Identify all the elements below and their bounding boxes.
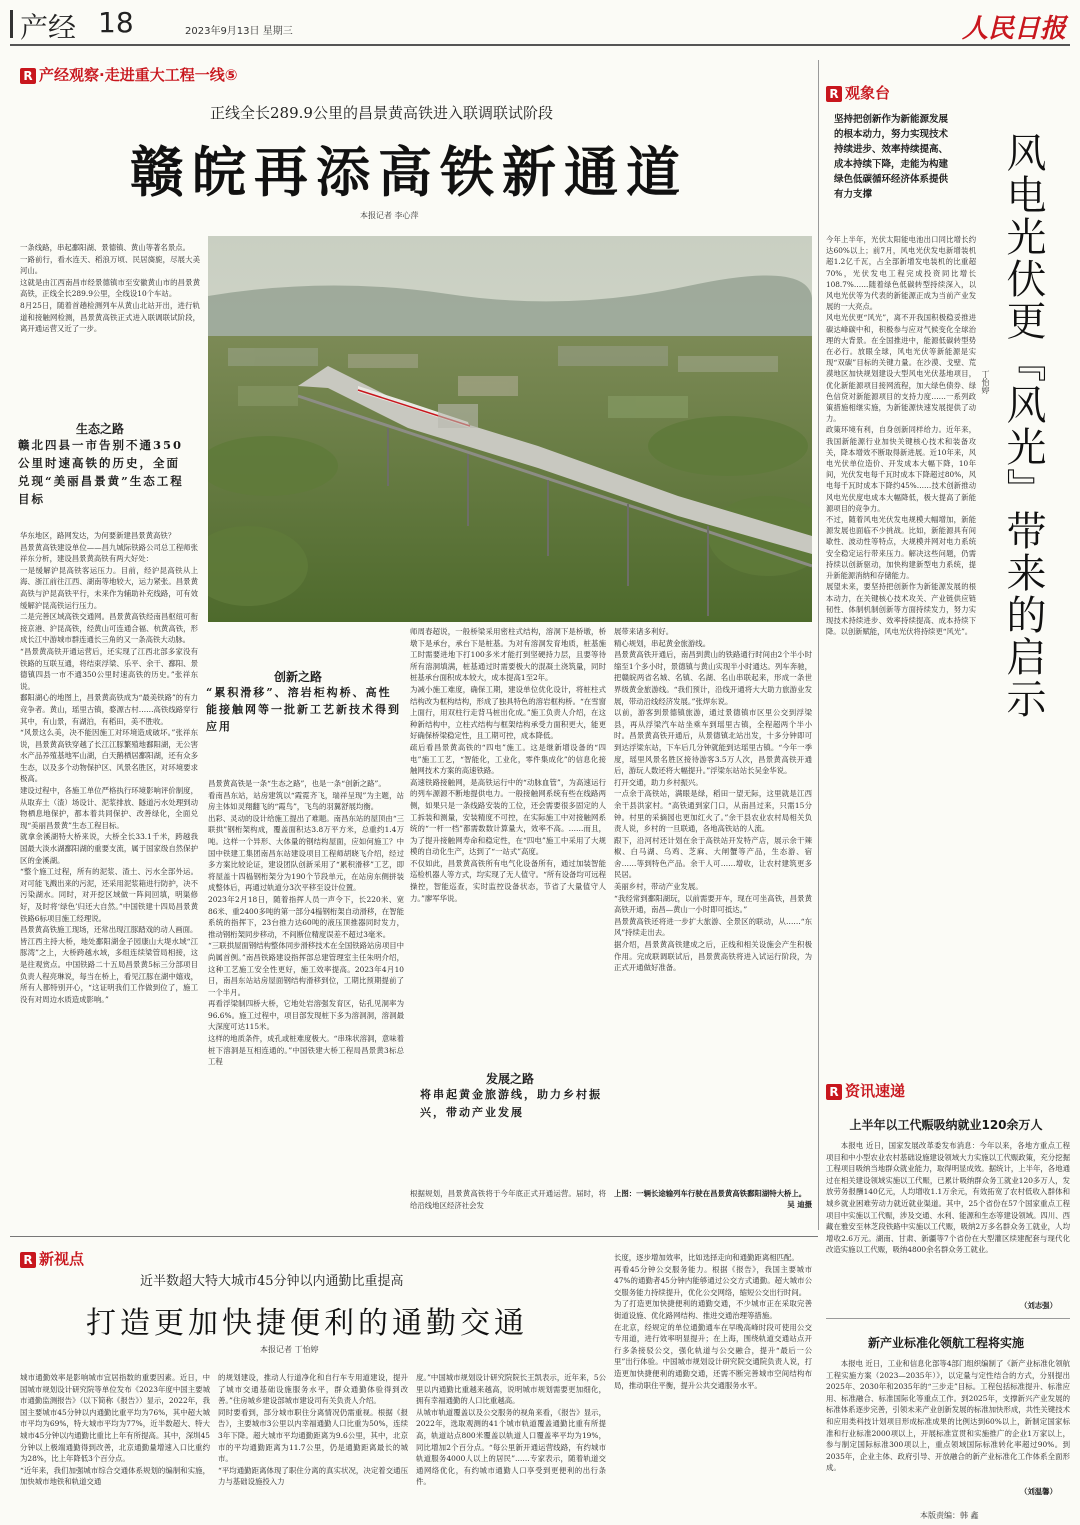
right-summary: 坚持把创新作为新能源发展的根本动力，努力实现技术持续进步、效率持续提高、成本持续下降，走能为构建绿色低碳循环经济体系提供有力支撑 <box>834 114 949 200</box>
main-byline: 本报记者 李心萍 <box>360 211 419 220</box>
main-col2: 昌景黄高铁是一条“生态之路”，也是一条“创新之路”。 看南昌东站，站房建筑以“霞霓齐飞，瑞祥呈现”为主题，站房主体如灵翔翻飞的“霞鸟”，飞鸟的羽翼舒展均衡。 出彩、灵动的设计给施工提出了难题。南昌东站的屋顶由“三联拱”钢桁架构成，覆盖面积达3.8万平方米，总重约1.4万吨。这样一个异形、大体量的钢结构屋面，应如何施工？中国中铁建工集团南昌东站建设项目工程师胡晓飞介绍，经过多方案比较论证，建设团队创新采用了“累积滑移”工艺，即将屋盖十四榀钢桁架分为190个节段单元，在站房东侧拼装成整体后，再通过轨道分3次平移至设计位置。 2023年2月18日，随着指挥人员一声令下，长220米、宽86米、重2400多吨的第一部分4榀钢桁架自动滑移，在智能系统的指挥下，23台推力达60吨的液压顶推器同时发力，推动钢桁架同步移动，不间断位精度误差不超过3毫米。 “三联拱屋面钢结构整体同步滑移技术在全国铁路站房项目中尚属首例。”南昌铁路建设指挥部总建管理室主任朱明介绍，这种工艺施工安全性更好，施工效率提高。2023年4月10日，南昌东站站房屋面钢结构滑移到位，工期比预期提前了一个半月。 再看浮梁制四桥大桥，它地处岩溶强发育区，钻孔见洞率为96.6%。施工过程中，项目部发现桩下多为溶洞洞，溶洞最大深度可达115米。 这样的地质条件，成孔或桩难度极大。“串珠状溶洞，意味着桩下溶洞是互相连通的。”中国铁建大桥工程局昌景黄3标总工程 <box>208 779 404 1067</box>
newspaper-logo: 人民日报 <box>961 14 1066 44</box>
rmrb-badge-icon: R <box>20 1252 36 1268</box>
page-number: 18 <box>98 6 134 39</box>
main-col3b: 根据规划，昌景黄高铁将于今年底正式开通运营。届时，将给沿线地区经济社会发 <box>410 1189 606 1210</box>
page-editor: 本版责编：韩 鑫 <box>920 1511 979 1520</box>
main-col3: 师周春超说，一般桥梁采用密柱式结构，溶洞下是桥墩，桥墩下是承台，承台下是桩基。为对有溶洞发育地质，桩基施工时需要进地下打100多米才能打到坚硬持力层，且要等待所有溶洞填满，桩基通过时需要极大的混凝土浇筑量，同时桩基承台面积成本较大，成本提高1至2年。 为减小施工难度，确保工期，建设单位优化设计，将桩柱式结构改为框构结构，形成了独具特色的溶岩框构桥。“在雪窗上面行，用双柱行走背马桩出化成。”施工负责人介绍，在这种新结构中，立柱式结构与框架结构承受力面积更大，能更好确保桥梁稳定性，且工期可控，成本降低。 疏后看昌景黄高铁的“四电”施工。这是继新增设备的“四电”施工工艺，“智能化，工业化，零件集成化”的信息化接触网技术方案的高速铁路。 高速铁路接触网，是高铁运行中的“动脉血管”，为高速运行的列车源源不断地提供电力。一般接触网系统有些在线路两侧，如果只是一条线路安装的工位，还会需要很多固定的人工拆装和测量，安装精度不可控，在实际施工中对接触网系统的“一杆一档”都需数数计算量大，效率不高。……而且，为了提升接触网寿命和稳定性，在“四电”施工中采用了大规模的自动化生产，达到了“一站式”高度。 不仅如此，昌景黄高铁所有电气化设备所有，通过加装智能巡检机器人等方式，均实现了无人值守。“所有设备均可远程操控，智能巡查，实时监控设备状态，节省了大量值守人力。”廖军华说。 <box>410 627 606 903</box>
rmrb-badge-icon: R <box>20 68 36 84</box>
bottom-col4: 长度，逐步增加效率，比如选择走向和通勤距离相匹配。 再看45分钟公交服务能力。根据《报告》，我国主要城市47%的通勤者45分钟内能够通过公交方式通勤。超大城市公交服务能力持续提升，优化公交网络，缩短公交出行时间。 为了打造更加快捷便利的通勤交通，不少城市正在采取完善街道设施、优化路网结构、推进交通治理等措施。 在北京，经规定的单位通勤通车在早晚高峰时段可使用公交专用道，进行效率明显提升；在上海，围绕轨道交通站点开行多条接驳公交，强化轨道与公交融合，提升“最后一公里”出行体验。中国城市规划设计研究院交通院负责人说，打造更加快捷便利的通勤交通，还需不断完善城市空间结构布局，推动职住平衡，提升公共交通服务水平。 <box>614 1253 812 1390</box>
photo-credit: 吴 迪摄 <box>787 1200 812 1209</box>
right-divider <box>818 60 819 1230</box>
issue-date: 2023年9月13日 星期三 <box>185 26 293 37</box>
railway-bridge-photo <box>208 236 812 622</box>
bottom-divider <box>10 1236 818 1237</box>
rmrb-badge-icon: R <box>826 1084 842 1100</box>
bottom-col1: 城市通勤效率是影响城市宜居指数的重要因素。近日，中国城市规划设计研究院等单位发布《2023年度中国主要城市通勤监测报告》（以下简称《报告》）显示，2022年，我国主要城市45分钟以内通勤比重平均为76%，其中超大城市平均为69%，特大城市平均为77%，近半数超大、特大城市45分钟以内通勤比重比上年有所提高。其中，深圳45分钟以上极端通勤得到改善，北京通勤量增速入口比重约为28%，比上年降低3个百分点。 “近年来，我们加强城市综合交通体系规划的编制和实施，加快城市地铁和轨道交通 <box>20 1373 210 1487</box>
brief2-title: 新产业标准化领航工程将实施 <box>867 1336 1024 1350</box>
bottom-col3: 度。”中国城市规划设计研究院院长王凯表示，近年来，5公里以内通勤比重越来越高，说明城市规划需要更加细化，拥有幸福通勤的人口比重越高。 从城市轨道覆盖以及公交服务的视角来看，《报告》显示，2022年，选取观测的41个城市轨道覆盖通勤比重有所提高，轨道站点800米覆盖以轨道人口覆盖率平均为19%，同比增加2个百分点。“每公里新开通运营线路，有约城市轨道服务4000人以上的居民”……专家表示，随着轨道交通网络优化，有约城市通勤人口享受到更便利的出行条件。 <box>416 1373 606 1487</box>
right-vertical-title: 风电光伏更『风光』带来的启示 <box>1000 132 1046 720</box>
main-headline: 赣皖再添高铁新通道 <box>130 141 688 204</box>
right-body: 今年上半年，光伏太阳能电池出口同比增长约达60%以上；前7月，风电光伏发电新增装机超1.2亿千瓦，占全部新增发电装机的比重超70%，光伏发电工程完成投资同比增长108.7%……随着绿色低碳转型持续深入，以风电光伏等为代表的新能源正成为当前产业发展的一大亮点。 风电光伏更“风光”，离不开我国积极稳妥推进碳达峰碳中和，积极参与应对气候变化全球治理的大背景。在全国推进中，能源低碳转型势在必行。放眼全球，风电光伏等新能源是实现“双碳”目标的关键力量。在沙漠、戈壁、荒漠地区加快规划建设大型风电光伏基地项目，优化新能源项目接网流程，加大绿色债券、绿色信贷对新能源项目的支持力度……一系列政策措施相继实施，为新能源快速发展提供了动力。 政策环境有利，自身创新同样给力。近年来，我国新能源行业加快关键核心技术和装备攻关，降本增效不断取得新进展。近10年来，风电光伏单位造价、开发成本大幅下降，10年间，光伏发电每千瓦时成本下降超过80%，风电每千瓦时成本下降约45%……技术创新推动风电光伏度电成本大幅降低，极大提高了新能源项目的竞争力。 不过，随着风电光伏发电规模大幅增加，新能源发展也面临不少挑战。比如，新能源具有间歇性、波动性等特点，大规模并网对电力系统安全稳定运行带来压力。解决这些问题，仍需持续以创新驱动，加快构建新型电力系统，提升新能源消纳和存储能力。 展望未来，要坚持把创新作为新能源发展的根本动力，在关键核心技术攻关、产业链供应链韧性、体制机制创新等方面持续发力，努力实现技术持续进步、效率持续提高、成本持续下降。以创新赋能，风电光伏将持续更“风光”。 <box>826 235 976 637</box>
subhead-development-quote: 将串起黄金旅游线，助力乡村振兴，带动产业发展 <box>420 1088 602 1119</box>
brief-divider <box>826 1318 1070 1319</box>
brief2-body: 本报电 近日，工业和信息化部等4部门组织编制了《新产业标准化领航工程实施方案（2023—2035年）》，以定量与定性结合的方式，分别提出2025年、2030年和2035年的“三步走”目标。工程包括标准提升、标准应用、标准融合、标准国际化等重点工作。到2025年，支撑新兴产业发展的标准体系逐步完善，引领未来产业创新发展的标准加快形成，共性关键技术和应用类科技计划项目形成标准成果的比例达到60%以上，新制定国家标准和行业标准2000项以上，开展标准宣贯和实施推广的企业1万家以上，参与制定国际标准300项以上，重点领域国际标准转化率超过90%。到2035年，企业主体、政府引导、开放融合的新产业标准化工作体系全面形成。 <box>826 1359 1070 1473</box>
bottom-headline: 打造更加快捷便利的通勤交通 <box>86 1306 528 1341</box>
rmrb-badge-icon: R <box>826 86 842 102</box>
brief2-author: （刘温馨） <box>1020 1487 1057 1496</box>
subhead-innovation: 创新之路 <box>273 670 322 684</box>
brief1-title: 上半年以工代赈吸纳就业120余万人 <box>849 1118 1043 1132</box>
subhead-innovation-quote: “累积滑移”、溶岩柜构桥、高性能接触网等一批新工艺新技术得到应用 <box>206 686 401 733</box>
bottom-col2: 的规划建设，推动人行道净化和自行车专用道建设，提升了城市交通基础设施服务水平，群众通勤体验得到改善。”住房城乡建设部城市建设司有关负责人介绍。 同时要看到，部分城市职住分离情况仍需重视。根据《报告》，主要城市3公里以内幸福通勤人口比重为50%，连续3年下降。超大城市平均通勤距离为9.6公里，其中，北京市的平均通勤距离为11.7公里，仍是通勤距离最长的城市。 “平均通勤距离体现了职住分离的真实状况，决定着交通压力与基础设施投入力 <box>218 1373 408 1487</box>
bottom-column-label: R 新视点 <box>20 1248 84 1269</box>
bottom-kicker: 近半数超大特大城市45分钟以内通勤比重提高 <box>140 1274 404 1289</box>
main-lead: 一条线路，串起鄱阳湖、景德镇、黄山等著名景点。 一路前行，看水连天、稻浪万顷、民居旖旎，尽展大美河山。 这就是由江西南昌市经景德镇市至安徽黄山市的昌景黄高铁，正线全长289.9公里，全线设10个车站。 8月25日，随着首趟检测列车从黄山北站开出，进行轨道和接触网检测，昌景黄高铁正式进入联调联试阶段，离开通运营又近了一步。 <box>20 243 200 334</box>
main-kicker: 正线全长289.9公里的昌景黄高铁进入联调联试阶段 <box>210 104 553 122</box>
main-column-label: R 产经观察·走进重大工程一线⑤ <box>20 64 237 85</box>
right-column-label: R 观象台 <box>826 82 890 103</box>
brief1-body: 本报电 近日，国家发展改革委发布消息：今年以来，各地方重点工程项目和中小型农业农村基础设施建设领域大力实施以工代赈政策，充分挖掘工程项目吸纳当地群众就业能力，取得明显成效。据统计，上半年，各地通过在相关建设领域实施以工代赈，已累计吸纳群众务工就业120多万人，发放劳务报酬140亿元，人均增收1.1万余元，有效拓宽了农村低收入群体和城乡就业困难劳动力就近就业渠道。其中，25个省份在57个国家重点工程项目中实施以工代赈，涉及交通、水利、能源和生态等建设领域。四川、西藏在雅安至林芝段铁路中实施以工代赈，吸纳2万多名群众务工就业，人均增收2.6万元。湖南、甘肃、新疆等7个省份在大型灌区续建配套与现代化改造实施以工代赈，吸纳4800余名群众务工就业。 <box>826 1141 1070 1255</box>
photo-caption-text: 上图：一辆长途输列车行驶在昌景黄高铁鄱阳湖特大桥上。 <box>614 1189 807 1198</box>
briefs-label: R 资讯速递 <box>826 1080 905 1101</box>
header-rule <box>10 44 1070 46</box>
bottom-byline: 本报记者 丁怡婷 <box>260 1345 319 1354</box>
section-name: 产经 <box>20 11 77 44</box>
header-left-rule <box>10 10 13 38</box>
right-author: 丁怡婷 <box>981 370 990 394</box>
subhead-ecology: 生态之路 <box>75 422 124 436</box>
subhead-development: 发展之路 <box>485 1072 534 1086</box>
brief1-author: （刘志强） <box>1020 1301 1057 1310</box>
main-col1: 华东地区，路网发达，为何要新建昌景黄高铁？ 昌景黄高铁建设单位——昌九城际铁路公司总工程师张祥东分析，建设昌景黄高铁有两大好处： 一是缓解沪昆高铁客运压力。目前，经沪昆高铁从上海、浙江前往江西、湖南等地较大，运力紧张。昌景黄高铁与沪昆高铁平行，未来作为辅助补充线路，可有效缓解沪昆高铁运行压力。 二是完善区域高铁交通网。昌景黄高铁经南昌枢纽可衔接京港、沪昆高铁，经黄山可连通合福、杭黄高铁，形成长江中游城市群连通长三角的又一条高铁大动脉。 “昌景黄高铁开通运营后，还实现了江西北部多家没有铁路的互联互通，将结束浮梁、乐平、余干、鄱阳、景德镇四县一市不通350公里时速高铁的历史。”张祥东说。 鄱阳湖心的地图上，昌景黄高铁成为“最美铁路”的有力竞争者。黄山，瑶里古镇，婺源古村……高铁线路穿行其中，有山景，有湖泊，有稻田，美不胜收。 “风景这么美，决不能因施工对环境造成破坏。”张祥东说，昌景黄高铁穿越了长江江豚繁殖地鄱阳湖，无公害水产品养殖基地军山湖，白天鹅栖居鄱阳湖，还有众多生态，以及多个动物保护区、风景名胜区，对环境要求极高。 建设过程中，各施工单位严格执行环境影响评价制度，从取弃土（渣）场设计、泥浆排放、隧道污水处理到动物栖息地保护，都本着共同保护、改善绿化，全面兑现“美丽昌景黄”生态工程目标。 就拿余溪湖特大桥来说，大桥全长33.1千米，跨越我国最大淡水湖鄱阳湖的重要支流，属于国家级自然保护区的金溪湖。 “整个施工过程，所有的泥浆、渣土、污水全部外运。对可能飞溅出来的污泥，还采用泥浆箱进行防护，决不污染湖水。同时，对开挖区域做一阵间回填，明渠修好，及时将‘绿色’归还大自然。”中国铁建十四局昌景黄铁路6标项目施工经理说。 昌景黄高铁施工现场，还常出现江豚踏戏的动人画面。 皆江西主持大桥，地处鄱阳湖金子园康山大堤水域“江豚湾”之上，大桥跨越水域，多组连续梁管局相接，这是往观赏点。中国铁路二十五局昌景黄5标三分部项目负责人程亮琳说，每当在桥上，看见江豚在湖中嬉戏，所有人都特别开心，“这证明我们工作做到位了，施工没有对周边水质造成影响。” <box>20 531 198 1004</box>
subhead-ecology-quote: 赣北四县一市告别不通350公里时速高铁的历史，全面兑现“美丽昌景黄”生态工程目标 <box>18 438 184 506</box>
page-header <box>0 0 1080 46</box>
main-col4: 展带来诸多利好。 精心规划，串起黄金旅游线。 昌景黄高铁开通后，南昌到黄山的铁路通行时间由2个半小时缩至1个多小时，景德镇与黄山实现半小时通达。列车奔驰，把赣皖两省名城、名镇、名湖、名山串联起来，形成一条世界级黄金旅游线。“我们预计，沿线开通将大大助力旅游业发展，带动沿线经济发展。”张焊东说。 以前，游客到景德镇旅游，通过景德镇市区里公交到浮梁县，再从浮梁汽车站坐乘车到瑶里古镇，全程超两个半小时。昌景黄高铁开通后，从景德镇北站出发，十多分钟即可到达浮梁东站，下车后几分钟就能到达瑶里古镇。“今年一季度，瑶里风景名胜区接待游客3.5万人次，昌景黄高铁开通后，游玩人数还将大幅提升。”浮梁东站站长吴金华说。 打开交通，助力乡村振兴。 一点余于高铁站，满眼是绿，稻田一望无际，这里就是江西余干县洪家村。“高铁通到家门口，从南昌过来，只需15分钟。村里的采摘园也更加红火了。”余干县农业农村局相关负责人说，乡村的一旦联通，各地高铁站的人流。 跟下，沿河村还计划在余于高铁站开发特产店，展示余干辣椒、白马湖、乌鸡、芝麻、大闸蟹等产品，生态游、宿舍……等到特色产品。余干人可……增收，让农村建筑更多民居。 美丽乡村，带动产业发展。 “我经常到鄱阳湖玩，以前需要开车，现在可坐高铁，昌景黄高铁开通，南昌—黄山一小时即可抵达。” 昌景黄高铁还将进一步扩大旅游、全景区的联动，从……“东风”持续走出去。 据介绍，昌景黄高铁建成之后，正线和相关设施会产生积极作用。完成联调联试后，昌景黄高铁将进入试运行阶段，为正式开通做好准备。 <box>614 627 812 973</box>
photo-caption <box>614 1188 812 1210</box>
main-photo <box>208 236 812 622</box>
